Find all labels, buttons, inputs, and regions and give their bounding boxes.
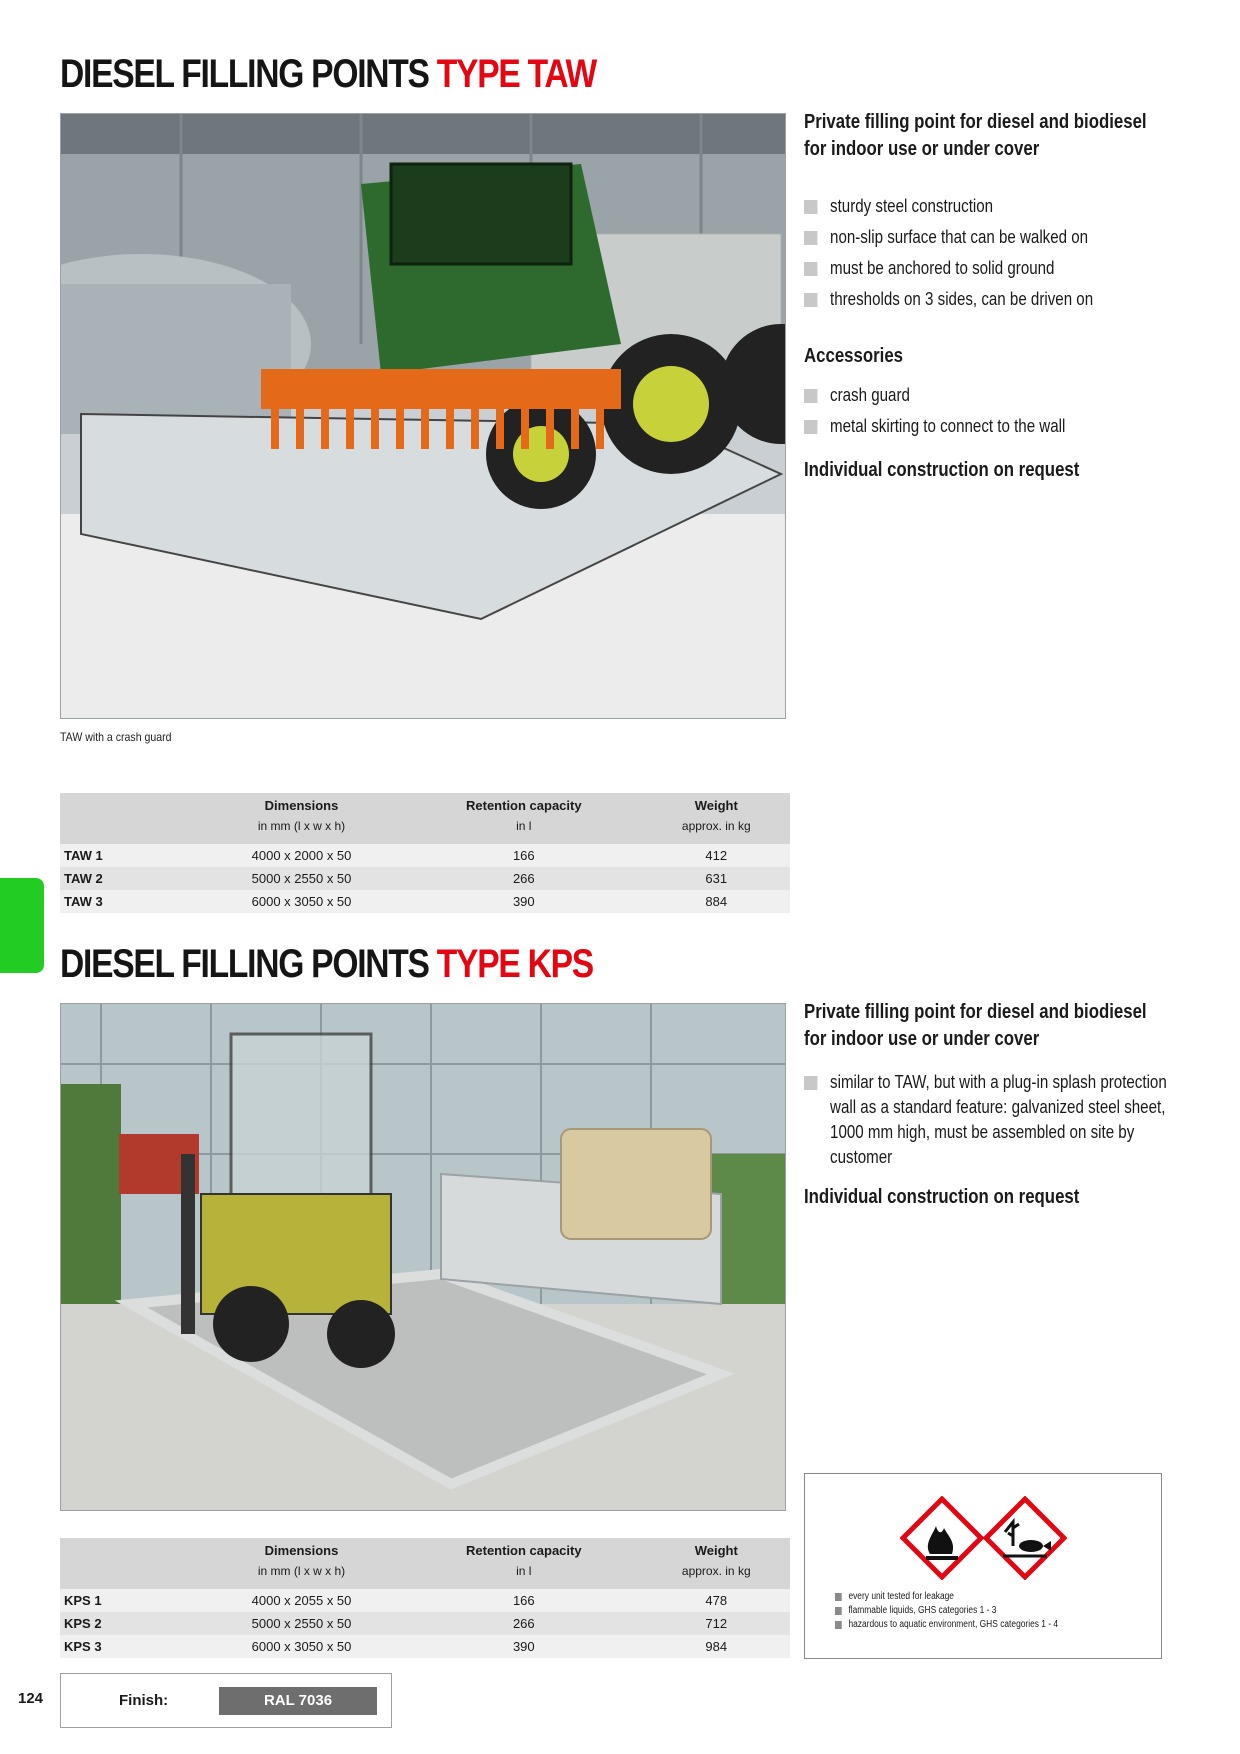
kps-custom-note: Individual construction on request bbox=[804, 1186, 1080, 1208]
table-row: KPS 1 4000 x 2055 x 50 166 478 bbox=[60, 1589, 790, 1612]
forklift-illustration bbox=[61, 1004, 785, 1510]
kps-photo bbox=[60, 1003, 786, 1511]
table-row: TAW 1 4000 x 2000 x 50 166 412 bbox=[60, 844, 790, 867]
table-row: KPS 3 6000 x 3050 x 50 390 984 bbox=[60, 1635, 790, 1658]
table-row: TAW 2 5000 x 2550 x 50 266 631 bbox=[60, 867, 790, 890]
list-item: flammable liquids, GHS categories 1 - 3 bbox=[835, 1604, 1112, 1618]
taw-custom-note: Individual construction on request bbox=[804, 459, 1080, 481]
table-row: KPS 2 5000 x 2550 x 50 266 712 bbox=[60, 1612, 790, 1635]
taw-spec-table bbox=[60, 793, 790, 913]
environment-hazard-icon bbox=[983, 1496, 1067, 1580]
list-item: sturdy steel construction bbox=[804, 194, 1174, 219]
page-number: 124 bbox=[18, 1690, 44, 1707]
finish-box bbox=[60, 1673, 392, 1728]
table-header-row: Dimensions Retention capacity Weight bbox=[60, 793, 790, 813]
taw-feature-list bbox=[804, 194, 1174, 318]
hazard-info-box bbox=[804, 1473, 1162, 1659]
list-item: crash guard bbox=[804, 383, 1174, 408]
taw-photo bbox=[60, 113, 786, 719]
accessories-list bbox=[804, 383, 1174, 445]
table-units-row: in mm (l x w x h) in l approx. in kg bbox=[60, 1558, 790, 1589]
section-tab-marker bbox=[0, 878, 44, 973]
list-item: every unit tested for leakage bbox=[835, 1590, 1112, 1604]
list-item: hazardous to aquatic environment, GHS categories 1 - 4 bbox=[835, 1618, 1112, 1632]
finish-label: Finish: bbox=[119, 1692, 169, 1709]
ral-color-badge: RAL 7036 bbox=[219, 1687, 377, 1715]
table-row: TAW 3 6000 x 3050 x 50 390 884 bbox=[60, 890, 790, 913]
list-item: non-slip surface that can be walked on bbox=[804, 225, 1174, 250]
kps-spec-table bbox=[60, 1538, 790, 1658]
kps-title: DIESEL FILLING POINTS TYPE KPS bbox=[60, 942, 593, 986]
kps-intro: Private filling point for diesel and biodiesel for indoor use or under cover bbox=[804, 1001, 1147, 1050]
flammable-icon bbox=[900, 1496, 984, 1580]
list-item: thresholds on 3 sides, can be driven on bbox=[804, 287, 1174, 312]
taw-title: DIESEL FILLING POINTS TYPE TAW bbox=[60, 52, 596, 96]
taw-photo-caption: TAW with a crash guard bbox=[60, 730, 172, 744]
accessories-heading: Accessories bbox=[804, 345, 904, 367]
list-item: similar to TAW, but with a plug-in splash protection wall as a standard feature: galvanized steel sheet, 1000 mm high, must be assembled on site by customer bbox=[804, 1070, 1174, 1170]
table-units-row: in mm (l x w x h) in l approx. in kg bbox=[60, 813, 790, 844]
hazard-notes bbox=[835, 1590, 1112, 1632]
list-item: must be anchored to solid ground bbox=[804, 256, 1174, 281]
table-header-row: Dimensions Retention capacity Weight bbox=[60, 1538, 790, 1558]
taw-intro: Private filling point for diesel and biodiesel for indoor use or under cover bbox=[804, 111, 1147, 160]
tractor-illustration bbox=[61, 114, 785, 718]
kps-feature-list bbox=[804, 1070, 1174, 1170]
list-item: metal skirting to connect to the wall bbox=[804, 414, 1174, 439]
